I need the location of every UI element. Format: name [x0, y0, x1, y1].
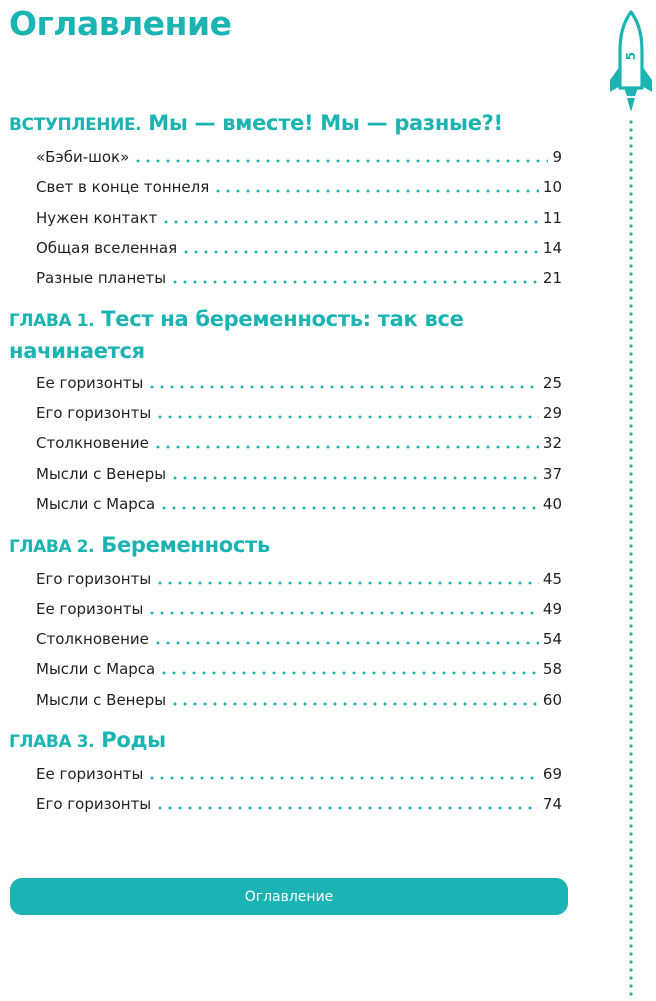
dot-leader: [159, 506, 539, 510]
trail-dot: [629, 616, 632, 619]
trail-dot: [629, 120, 632, 123]
trail-dot: [629, 424, 632, 427]
trail-dot: [629, 712, 632, 715]
toc-entry[interactable]: [36, 688, 562, 712]
trail-dot: [629, 864, 632, 867]
section-title: Мы — вместе! Мы — разные?!: [148, 111, 503, 135]
trail-dot: [629, 984, 632, 987]
toc-entry[interactable]: [36, 206, 562, 230]
trail-dot: [629, 760, 632, 763]
trail-dot: [629, 928, 632, 931]
toc-entry-page: 29: [542, 404, 562, 422]
trail-dot: [629, 696, 632, 699]
trail-dot: [629, 752, 632, 755]
trail-dot: [629, 640, 632, 643]
trail-dot: [629, 176, 632, 179]
page-number: 5: [624, 51, 638, 61]
trail-dot: [629, 144, 632, 147]
toc-entry-label: Свет в конце тоннеля: [36, 178, 210, 196]
section-heading-chapter-1[interactable]: [9, 304, 569, 366]
trail-dot: [629, 288, 632, 291]
trail-dot: [629, 248, 632, 251]
trail-dot: [629, 344, 632, 347]
trail-dot: [629, 896, 632, 899]
trail-dot: [629, 280, 632, 283]
trail-dot: [629, 720, 632, 723]
trail-dot: [629, 560, 632, 563]
toc-entry-page: 49: [542, 600, 562, 618]
toc-entry[interactable]: [36, 567, 562, 591]
trail-dot: [629, 992, 632, 995]
trail-dot: [629, 976, 632, 979]
toc-entry-page: 32: [542, 434, 562, 452]
toc-entry-page: 25: [542, 374, 562, 392]
toc-entry[interactable]: [36, 762, 562, 786]
toc-entry[interactable]: [36, 657, 562, 681]
trail-dot: [629, 512, 632, 515]
toc-entry[interactable]: [36, 236, 562, 260]
trail-dot: [629, 304, 632, 307]
toc-entry[interactable]: [36, 792, 562, 816]
toc-entry-label: Ее горизонты: [36, 600, 144, 618]
toc-entry-label: Столкновение: [36, 630, 149, 648]
trail-dot: [629, 880, 632, 883]
section-title: Беременность: [101, 533, 270, 557]
toc-entry-page: 37: [542, 465, 562, 483]
toc-entry[interactable]: [36, 175, 562, 199]
trail-dot: [629, 312, 632, 315]
trail-dot: [629, 664, 632, 667]
trail-dot: [629, 648, 632, 651]
trail-dot: [629, 272, 632, 275]
trail-dot: [629, 256, 632, 259]
trail-dot: [629, 872, 632, 875]
section-title: Тест на беременность: так все: [101, 307, 464, 331]
dot-leader: [181, 250, 539, 254]
dot-leader: [161, 220, 539, 224]
trail-dot: [629, 448, 632, 451]
trail-dot: [629, 936, 632, 939]
trail-dot: [629, 488, 632, 491]
section-heading-intro[interactable]: [9, 108, 569, 140]
toc-entry-label: Ее горизонты: [36, 765, 144, 783]
dot-leader: [153, 641, 539, 645]
trail-dot: [629, 552, 632, 555]
section-heading-chapter-3[interactable]: [9, 725, 569, 757]
section-prefix: ВСТУПЛЕНИЕ.: [9, 115, 142, 135]
trail-dot: [629, 336, 632, 339]
trail-dot: [629, 192, 632, 195]
toc-entry-label: Столкновение: [36, 434, 149, 452]
trail-dot: [629, 472, 632, 475]
trail-dot: [629, 464, 632, 467]
trail-dot: [629, 408, 632, 411]
trail-dot: [629, 888, 632, 891]
trail-dot: [629, 856, 632, 859]
dot-leader: [170, 476, 539, 480]
trail-dot: [629, 832, 632, 835]
trail-dot: [629, 384, 632, 387]
trail-dot: [629, 160, 632, 163]
trail-dot: [629, 904, 632, 907]
trail-dot: [629, 576, 632, 579]
trail-dot: [629, 328, 632, 331]
trail-dot: [629, 368, 632, 371]
page-title: Оглавление: [9, 4, 232, 43]
trail-dot: [629, 152, 632, 155]
toc-entry[interactable]: [36, 266, 562, 290]
section-title: Роды: [101, 728, 166, 752]
trail-dot: [629, 416, 632, 419]
trail-dot: [629, 960, 632, 963]
toc-entry[interactable]: [36, 431, 562, 455]
trail-dot: [629, 232, 632, 235]
trail-dot: [629, 352, 632, 355]
trail-dot: [629, 824, 632, 827]
toc-entry-label: Мысли с Марса: [36, 495, 156, 513]
toc-entry-label: Ее горизонты: [36, 374, 144, 392]
trail-dot: [629, 800, 632, 803]
trail-dot: [629, 592, 632, 595]
dot-leader: [155, 581, 539, 585]
section-prefix: ГЛАВА 2.: [9, 537, 95, 557]
trail-dot: [629, 808, 632, 811]
section-prefix: ГЛАВА 1.: [9, 311, 95, 331]
toc-entry-page: 58: [542, 660, 562, 678]
trail-dot: [629, 584, 632, 587]
toc-entry[interactable]: [36, 371, 562, 395]
trail-dot: [629, 632, 632, 635]
trail-dot: [629, 168, 632, 171]
trail-dot: [629, 736, 632, 739]
section-title-line2: начинается: [9, 339, 145, 363]
toc-entry-page: 9: [552, 148, 562, 166]
trail-dot: [629, 376, 632, 379]
toc-entry-page: 69: [542, 765, 562, 783]
toc-entry-label: Его горизонты: [36, 404, 152, 422]
toc-entry-page: 10: [542, 178, 562, 196]
trail-dot: [629, 672, 632, 675]
toc-entry[interactable]: [36, 492, 562, 516]
trail-dot: [629, 600, 632, 603]
toc-entry-label: Разные планеты: [36, 269, 167, 287]
trail-dot: [629, 912, 632, 915]
trail-dot: [629, 392, 632, 395]
dot-leader: [147, 385, 539, 389]
toc-entry[interactable]: [36, 627, 562, 651]
trail-dot: [629, 224, 632, 227]
rocket-icon: [604, 0, 656, 1001]
trail-dot: [629, 456, 632, 459]
trail-dot: [629, 496, 632, 499]
toc-entry-label: Мысли с Венеры: [36, 691, 167, 709]
trail-dot: [629, 200, 632, 203]
trail-dot: [629, 128, 632, 131]
trail-dot: [629, 728, 632, 731]
toc-entry-label: «Бэби-шок»: [36, 148, 130, 166]
toc-entry[interactable]: [36, 462, 562, 486]
toc-entry-label: Мысли с Венеры: [36, 465, 167, 483]
trail-dot: [629, 792, 632, 795]
toc-entry-label: Его горизонты: [36, 795, 152, 813]
trail-dot: [629, 848, 632, 851]
toc-entry-page: 60: [542, 691, 562, 709]
toc-entry-page: 11: [542, 209, 562, 227]
toc-entry-label: Его горизонты: [36, 570, 152, 588]
trail-dot: [629, 568, 632, 571]
toc-entry[interactable]: [36, 597, 562, 621]
trail-dot: [629, 216, 632, 219]
trail-dot: [629, 528, 632, 531]
dot-leader: [133, 159, 548, 163]
trail-dot: [629, 768, 632, 771]
trail-dot: [629, 320, 632, 323]
trail-dot: [629, 544, 632, 547]
toc-entry-page: 74: [542, 795, 562, 813]
section-heading-chapter-2[interactable]: [9, 530, 569, 562]
trail-dot: [629, 520, 632, 523]
dot-leader: [170, 702, 539, 706]
dot-leader: [159, 671, 539, 675]
toc-entry-page: 21: [542, 269, 562, 287]
trail-dot: [629, 208, 632, 211]
toc-entry[interactable]: [36, 401, 562, 425]
trail-dot: [629, 952, 632, 955]
trail-dot: [629, 704, 632, 707]
trail-dot: [629, 816, 632, 819]
trail-dot: [629, 776, 632, 779]
dot-leader: [170, 280, 539, 284]
toc-entry-page: 54: [542, 630, 562, 648]
trail-dot: [629, 944, 632, 947]
dot-leader: [153, 445, 539, 449]
trail-dot: [629, 184, 632, 187]
trail-dot: [629, 432, 632, 435]
dot-leader: [155, 806, 539, 810]
trail-dot: [629, 240, 632, 243]
trail-dot: [629, 840, 632, 843]
trail-dot: [629, 480, 632, 483]
trail-dot: [629, 680, 632, 683]
toc-entry-label: Нужен контакт: [36, 209, 158, 227]
dot-leader: [147, 776, 539, 780]
dot-leader: [213, 189, 539, 193]
toc-entry-page: 14: [542, 239, 562, 257]
trail-dot: [629, 608, 632, 611]
trail-dot: [629, 624, 632, 627]
trail-dot: [629, 360, 632, 363]
toc-nav-button[interactable]: Оглавление: [10, 878, 568, 915]
trail-dot: [629, 536, 632, 539]
trail-dot: [629, 920, 632, 923]
progress-rail: [604, 0, 656, 1001]
toc-entry-page: 45: [542, 570, 562, 588]
trail-dot: [629, 504, 632, 507]
trail-dot: [629, 784, 632, 787]
dot-leader: [147, 611, 539, 615]
trail-dot: [629, 296, 632, 299]
toc-entry-label: Мысли с Марса: [36, 660, 156, 678]
dot-leader: [155, 415, 539, 419]
trail-dot: [629, 440, 632, 443]
trail-dot: [629, 136, 632, 139]
toc-entry-label: Общая вселенная: [36, 239, 178, 257]
toc-entry-page: 40: [542, 495, 562, 513]
trail-dot: [629, 968, 632, 971]
trail-dot: [629, 400, 632, 403]
section-prefix: ГЛАВА 3.: [9, 732, 95, 752]
trail-dot: [629, 744, 632, 747]
toc-entry[interactable]: [36, 145, 562, 169]
trail-dot: [629, 264, 632, 267]
trail-dot: [629, 656, 632, 659]
trail-dot: [629, 688, 632, 691]
